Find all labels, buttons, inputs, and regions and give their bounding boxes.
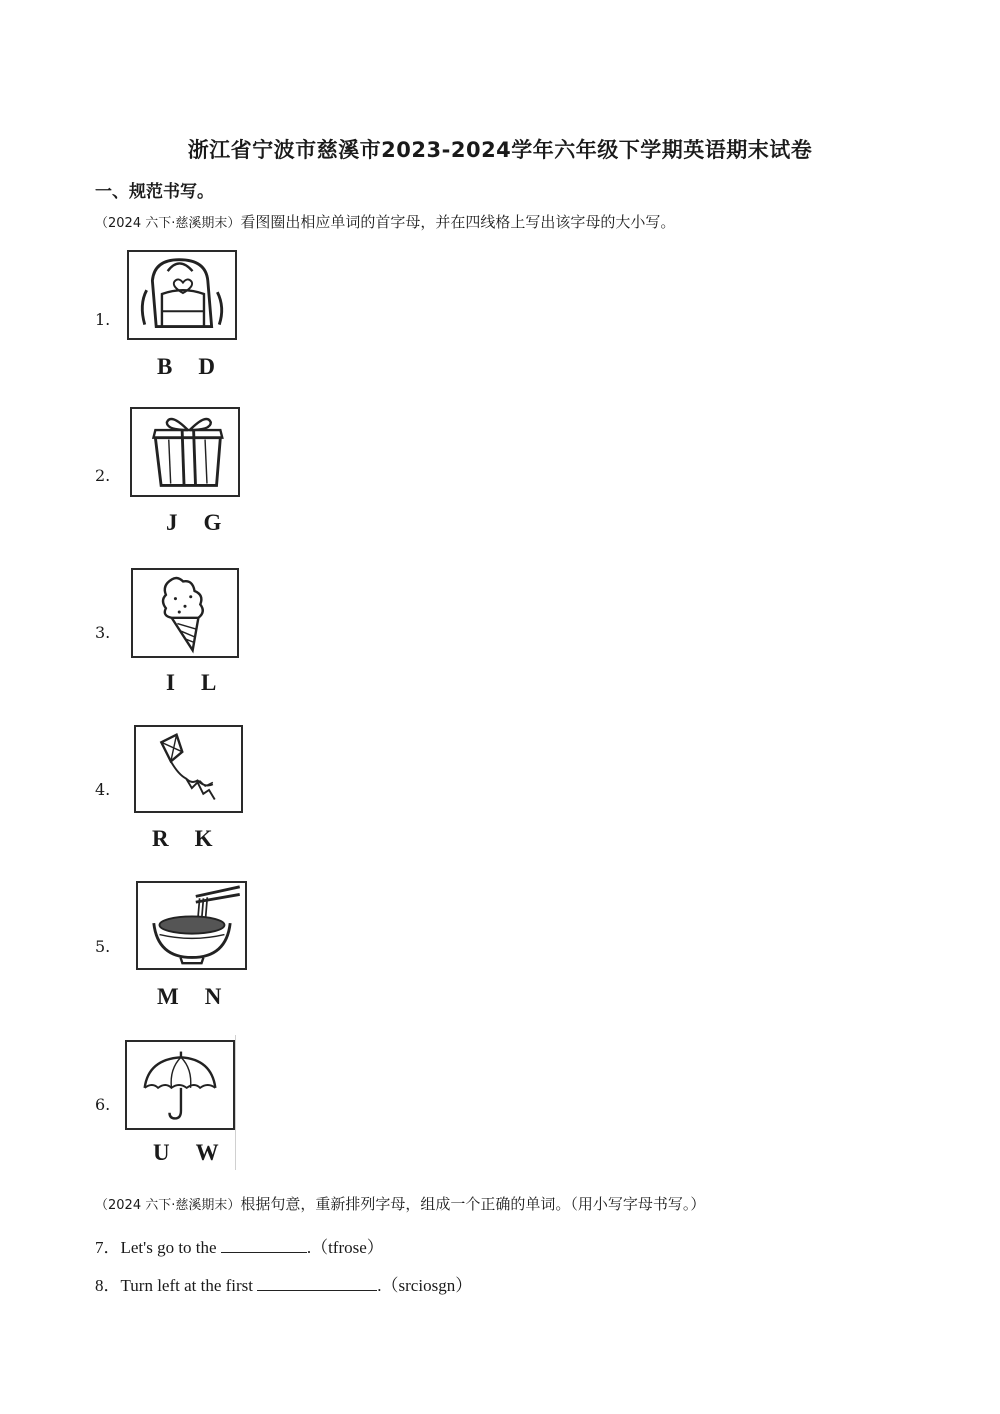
noodles-bowl-icon: [136, 881, 247, 970]
question-number: 4.: [95, 780, 111, 799]
letter-options: [166, 670, 242, 696]
question-number: 5.: [95, 937, 111, 956]
instruction-text: 看图圈出相应单词的首字母，并在四线格上写出该字母的大小写。: [240, 213, 676, 231]
section-instruction: [95, 1193, 705, 1214]
question-text: Turn left at the first: [120, 1276, 258, 1295]
section-heading: 一、规范书写。: [95, 182, 214, 202]
question-line: [95, 1271, 472, 1296]
question-line: [95, 1233, 384, 1258]
instruction-text: 根据句意，重新排列字母，组成一个正确的单词。（用小写字母书写。）: [240, 1195, 706, 1213]
answer-blank[interactable]: [257, 1276, 377, 1291]
gift-box-icon: [130, 407, 240, 497]
question-source: （2024 六下·慈溪期末）: [95, 216, 241, 231]
letter-options: [157, 984, 247, 1010]
page-title: 浙江省宁波市慈溪市2023-2024学年六年级下学期英语期末试卷: [187, 138, 813, 162]
section-instruction: [95, 211, 675, 232]
question-number: 7．: [95, 1238, 121, 1257]
question-number: 6.: [95, 1095, 111, 1114]
backpack-icon: [127, 250, 237, 340]
option-letter[interactable]: R: [152, 826, 169, 851]
letter-options: [157, 354, 241, 380]
letter-options: [153, 1140, 245, 1166]
question-text: Let's go to the: [120, 1238, 221, 1257]
question-number: 3.: [95, 623, 111, 642]
option-letter[interactable]: W: [195, 1140, 219, 1165]
option-letter[interactable]: K: [194, 826, 213, 851]
option-letter[interactable]: N: [204, 984, 222, 1009]
option-letter[interactable]: I: [166, 670, 175, 695]
umbrella-icon: [125, 1040, 235, 1130]
ice-cream-icon: [131, 568, 239, 658]
option-letter[interactable]: L: [200, 670, 217, 695]
option-letter[interactable]: J: [166, 510, 178, 535]
option-letter[interactable]: D: [198, 354, 215, 379]
question-hint: .（srciosgn）: [377, 1276, 473, 1295]
option-letter[interactable]: G: [203, 510, 222, 535]
kite-icon: [134, 725, 243, 813]
question-number: 8．: [95, 1276, 121, 1295]
question-hint: .（tfrose）: [306, 1238, 384, 1257]
answer-blank[interactable]: [221, 1238, 307, 1253]
question-number: 2.: [95, 466, 111, 485]
option-letter[interactable]: M: [157, 984, 179, 1009]
question-number: 1.: [95, 310, 111, 329]
letter-options: [152, 826, 239, 852]
letter-options: [166, 510, 247, 536]
option-letter[interactable]: B: [157, 354, 173, 379]
option-letter[interactable]: U: [153, 1140, 170, 1165]
question-source: （2024 六下·慈溪期末）: [95, 1198, 241, 1213]
